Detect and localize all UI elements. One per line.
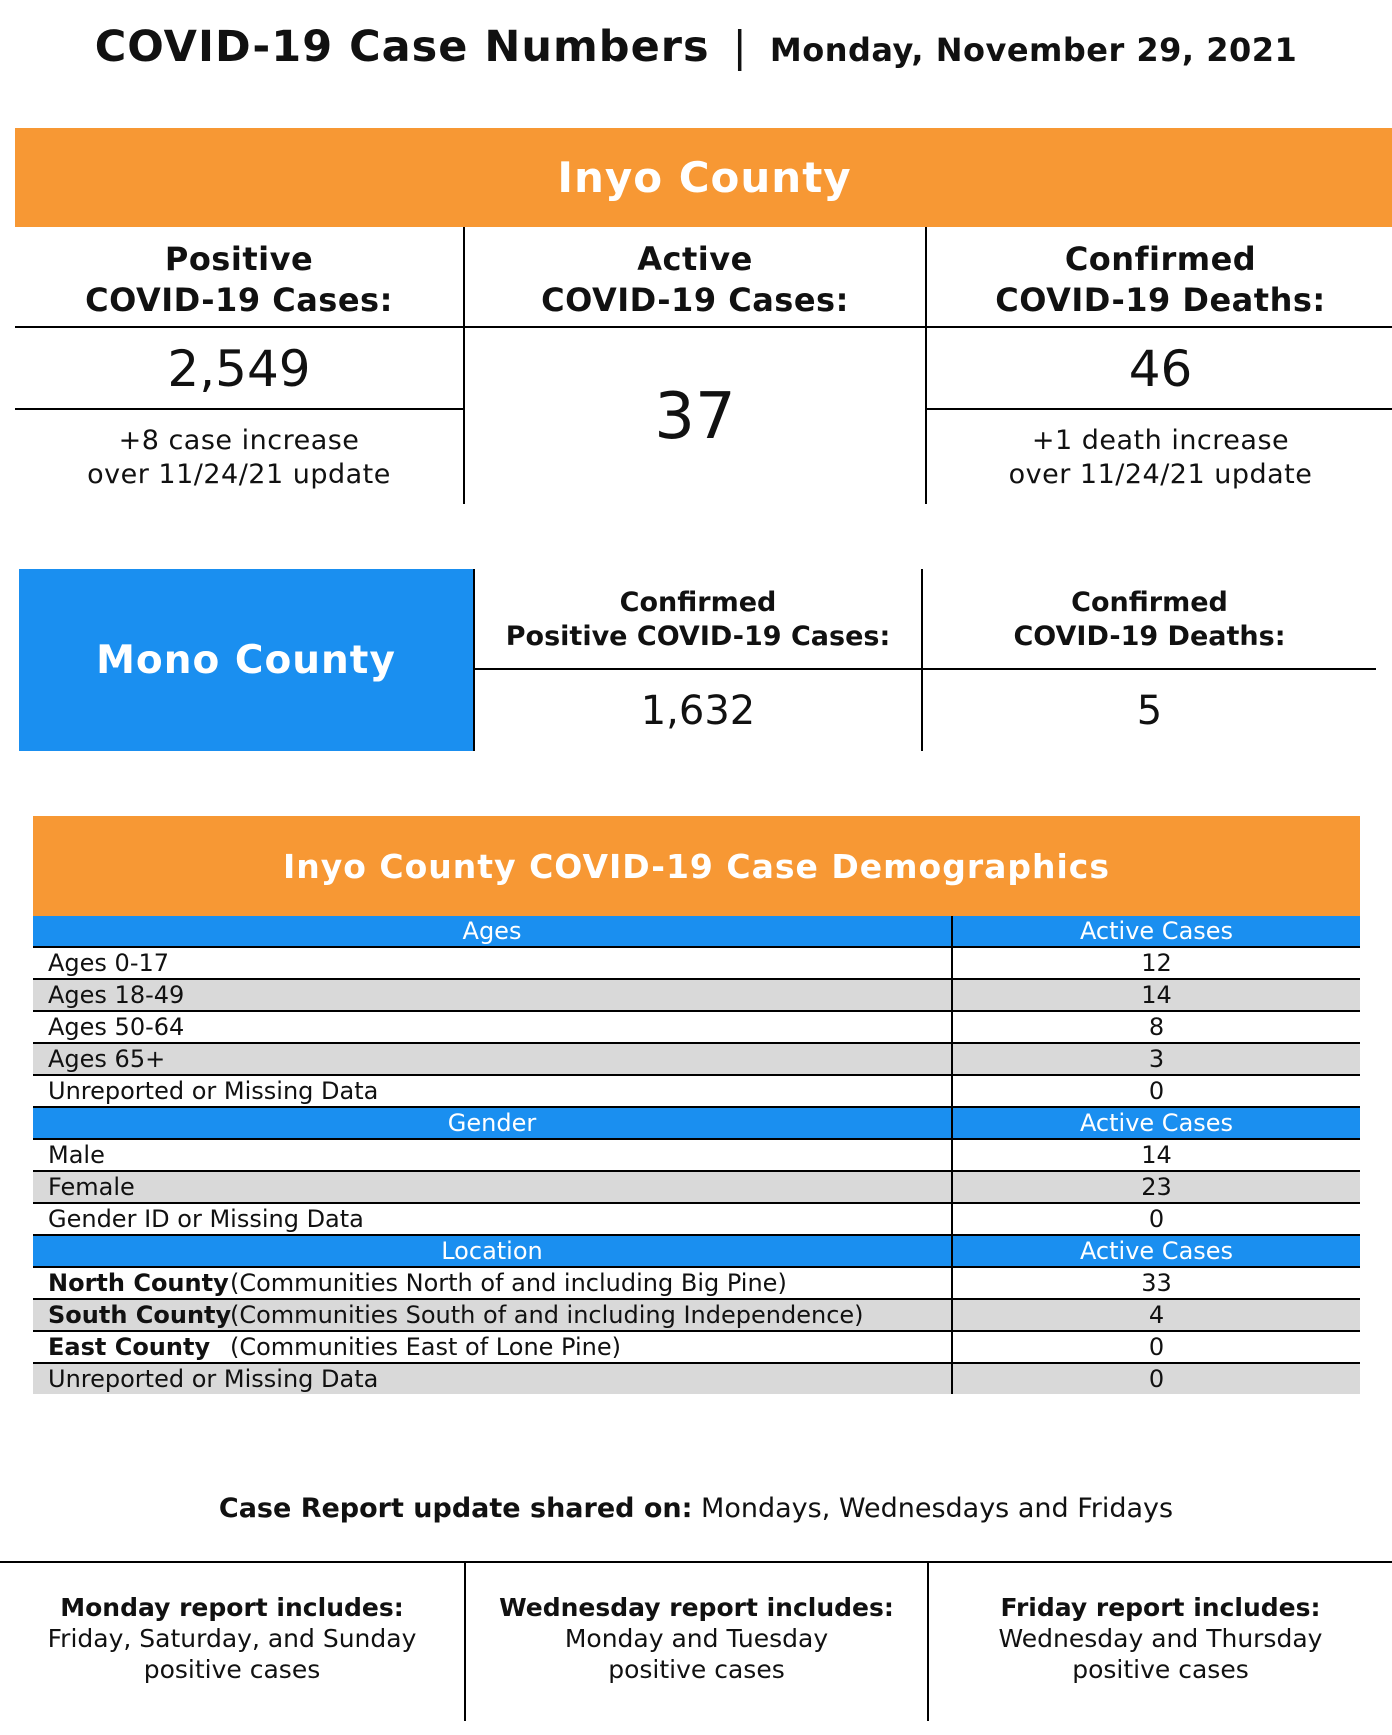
table-row: Gender ID or Missing Data 0 [33,1203,1360,1235]
divider [927,408,1392,410]
section-header-row [33,1107,1360,1139]
mono-positive-header: Confirmed Positive COVID-19 Cases: [505,587,891,652]
divider [475,668,1376,670]
location-name: South County [48,1301,232,1329]
inyo-deaths-header: Confirmed COVID-19 Deaths: [995,240,1326,319]
mono-positive-value: 1,632 [640,688,756,734]
mono-deaths-header: Confirmed COVID-19 Deaths: [1013,587,1286,652]
wednesday-report-info: Wednesday report includes: Monday and Tuesday positive cases [499,1593,894,1684]
gender-header: Gender [33,1107,952,1139]
demographics-table [33,916,1360,1394]
location-name: North County [48,1269,229,1297]
inyo-active-value: 37 [654,380,736,454]
location-detail: (Communities East of Lone Pine) [230,1333,621,1361]
inyo-active-header: Active COVID-19 Cases: [541,240,849,319]
section-header-row [33,916,1360,947]
table-row: Ages 18-49 14 [33,979,1360,1011]
location-detail: (Communities North of and including Big Pine) [230,1269,787,1297]
table-row: Ages 50-64 8 [33,1011,1360,1043]
inyo-deaths-value: 46 [1128,340,1193,398]
location-header: Location [33,1235,952,1267]
table-row: Unreported or Missing Data 0 [33,1363,1360,1394]
friday-report-info: Friday report includes: Wednesday and Thursday positive cases [998,1593,1323,1684]
mono-county-banner: Mono County [19,569,473,751]
active-cases-header: Active Cases [952,916,1360,947]
page-title [0,22,1392,72]
mono-deaths-value: 5 [1136,688,1163,734]
active-cases-header: Active Cases [952,1235,1360,1267]
ages-header: Ages [33,916,952,947]
table-row: Female 23 [33,1171,1360,1203]
inyo-deaths-note: +1 death increase over 11/24/21 update [1008,425,1313,490]
report-date: Monday, November 29, 2021 [769,31,1298,69]
location-name: East County [48,1333,211,1361]
table-row: Ages 0-17 12 [33,947,1360,979]
schedule-note: Case Report update shared on: Mondays, Wednesdays and Fridays [218,1493,1174,1524]
inyo-positive-note: +8 case increase over 11/24/21 update [87,425,391,490]
inyo-positive-header: Positive COVID-19 Cases: [85,240,393,319]
title-separator: | [732,22,747,71]
divider [0,1561,1392,1563]
active-cases-header: Active Cases [952,1107,1360,1139]
table-row: South County(Communities South of and including Independence) 4 [33,1299,1360,1331]
title-main: COVID-19 Case Numbers [94,22,710,72]
location-detail: Unreported or Missing Data [48,1365,379,1393]
location-detail: (Communities South of and including Independence) [230,1301,864,1329]
table-row: Male 14 [33,1139,1360,1171]
table-row: East County (Communities East of Lone Pine) 0 [33,1331,1360,1363]
divider [15,408,463,410]
section-header-row [33,1235,1360,1267]
monday-report-info: Monday report includes: Friday, Saturday, and Sunday positive cases [47,1593,417,1684]
divider [15,326,1392,328]
table-row: Ages 65+ 3 [33,1043,1360,1075]
table-row: Unreported or Missing Data 0 [33,1075,1360,1107]
table-row: North County(Communities North of and including Big Pine) 33 [33,1267,1360,1299]
demographics-banner: Inyo County COVID-19 Case Demographics [33,816,1360,916]
inyo-positive-value: 2,549 [167,340,311,398]
inyo-county-banner: Inyo County [15,128,1392,227]
